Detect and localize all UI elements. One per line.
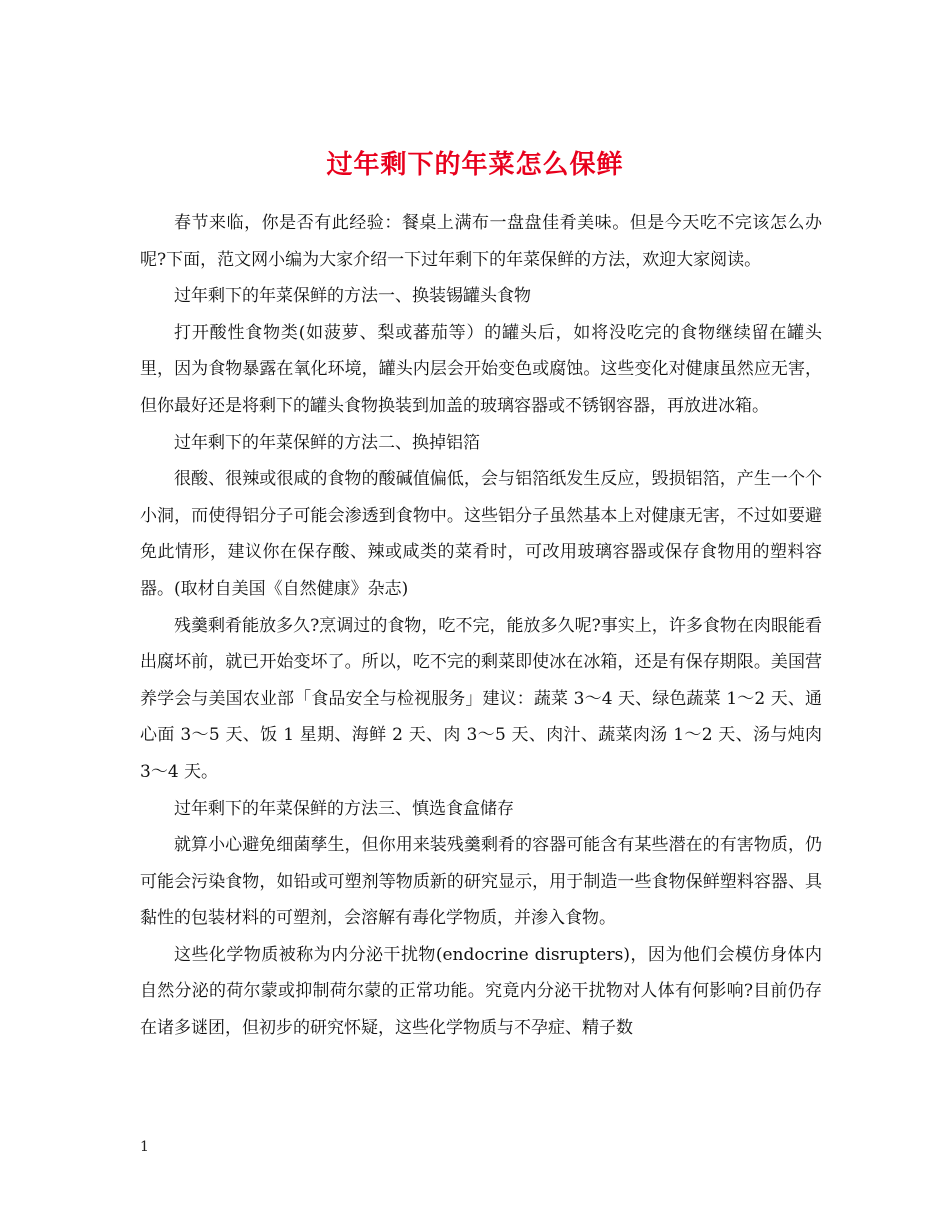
paragraph-endocrine: 这些化学物质被称为内分泌干扰物(endocrine disrupters)，因为他们会模仿身体内自然分泌的荷尔蒙或抑制荷尔蒙的正常功能。究竟内分泌干扰物对人体有何影响?目前仍存在诸多谜团，但初步的研究怀疑，这些化学物质与不孕症、精子数	[140, 944, 822, 1039]
paragraph-intro: 春节来临，你是否有此经验：餐桌上满布一盘盘佳肴美味。但是今天吃不完该怎么办呢?下面，范文网小编为大家介绍一下过年剩下的年菜保鲜的方法，欢迎大家阅读。	[140, 213, 822, 270]
paragraph-method-1: 打开酸性食物类(如菠萝、梨或蕃茄等）的罐头后，如将没吃完的食物继续留在罐头里，因为食物暴露在氧化环境，罐头内层会开始变色或腐蚀。这些变化对健康虽然应无害，但你最好还是将剩下的罐头食物换装到加盖的玻璃容器或不锈钢容器，再放进冰箱。	[140, 322, 822, 416]
paragraph-method-3: 就算小心避免细菌孳生，但你用来装残羹剩肴的容器可能含有某些潜在的有害物质，仍可能会污染食物，如铅或可塑剂等物质新的研究显示，用于制造一些食物保鲜塑料容器、具黏性的包装材料的可塑剂，会溶解有毒化学物质，并渗入食物。	[140, 835, 822, 929]
document-title: 过年剩下的年菜怎么保鲜	[326, 150, 624, 181]
section-heading-3: 过年剩下的年菜保鲜的方法三、慎选食盒储存	[174, 798, 514, 819]
paragraph-storage-time: 残羹剩肴能放多久?烹调过的食物，吃不完，能放多久呢?事实上，许多食物在肉眼能看出腐坏前，就已开始变坏了。所以，吃不完的剩菜即使冰在冰箱，还是有保存期限。美国营养学会与美国农业部「食品安全与检视服务」建议：蔬菜 3～4 天、绿色蔬菜 1～2 天、通心面 3～5 天、饭 1 星期、海鲜 2 天、肉 3～5 天、肉汁、蔬菜肉汤 1～2 天、汤与炖肉 3～4 天。	[140, 615, 822, 782]
paragraph-method-2: 很酸、很辣或很咸的食物的酸碱值偏低，会与铝箔纸发生反应，毁损铝箔，产生一个个小洞，而使得铝分子可能会渗透到食物中。这些铝分子虽然基本上对健康无害，不过如要避免此情形，建议你在保存酸、辣或咸类的菜肴时，可改用玻璃容器或保存食物用的塑料容器。(取材自美国《自然健康》杂志)	[140, 469, 822, 599]
section-heading-2: 过年剩下的年菜保鲜的方法二、换掉铝箔	[174, 432, 480, 453]
section-heading-1: 过年剩下的年菜保鲜的方法一、换装锡罐头食物	[174, 286, 531, 307]
page-number: 1	[140, 1139, 149, 1155]
document-body	[140, 205, 822, 1047]
